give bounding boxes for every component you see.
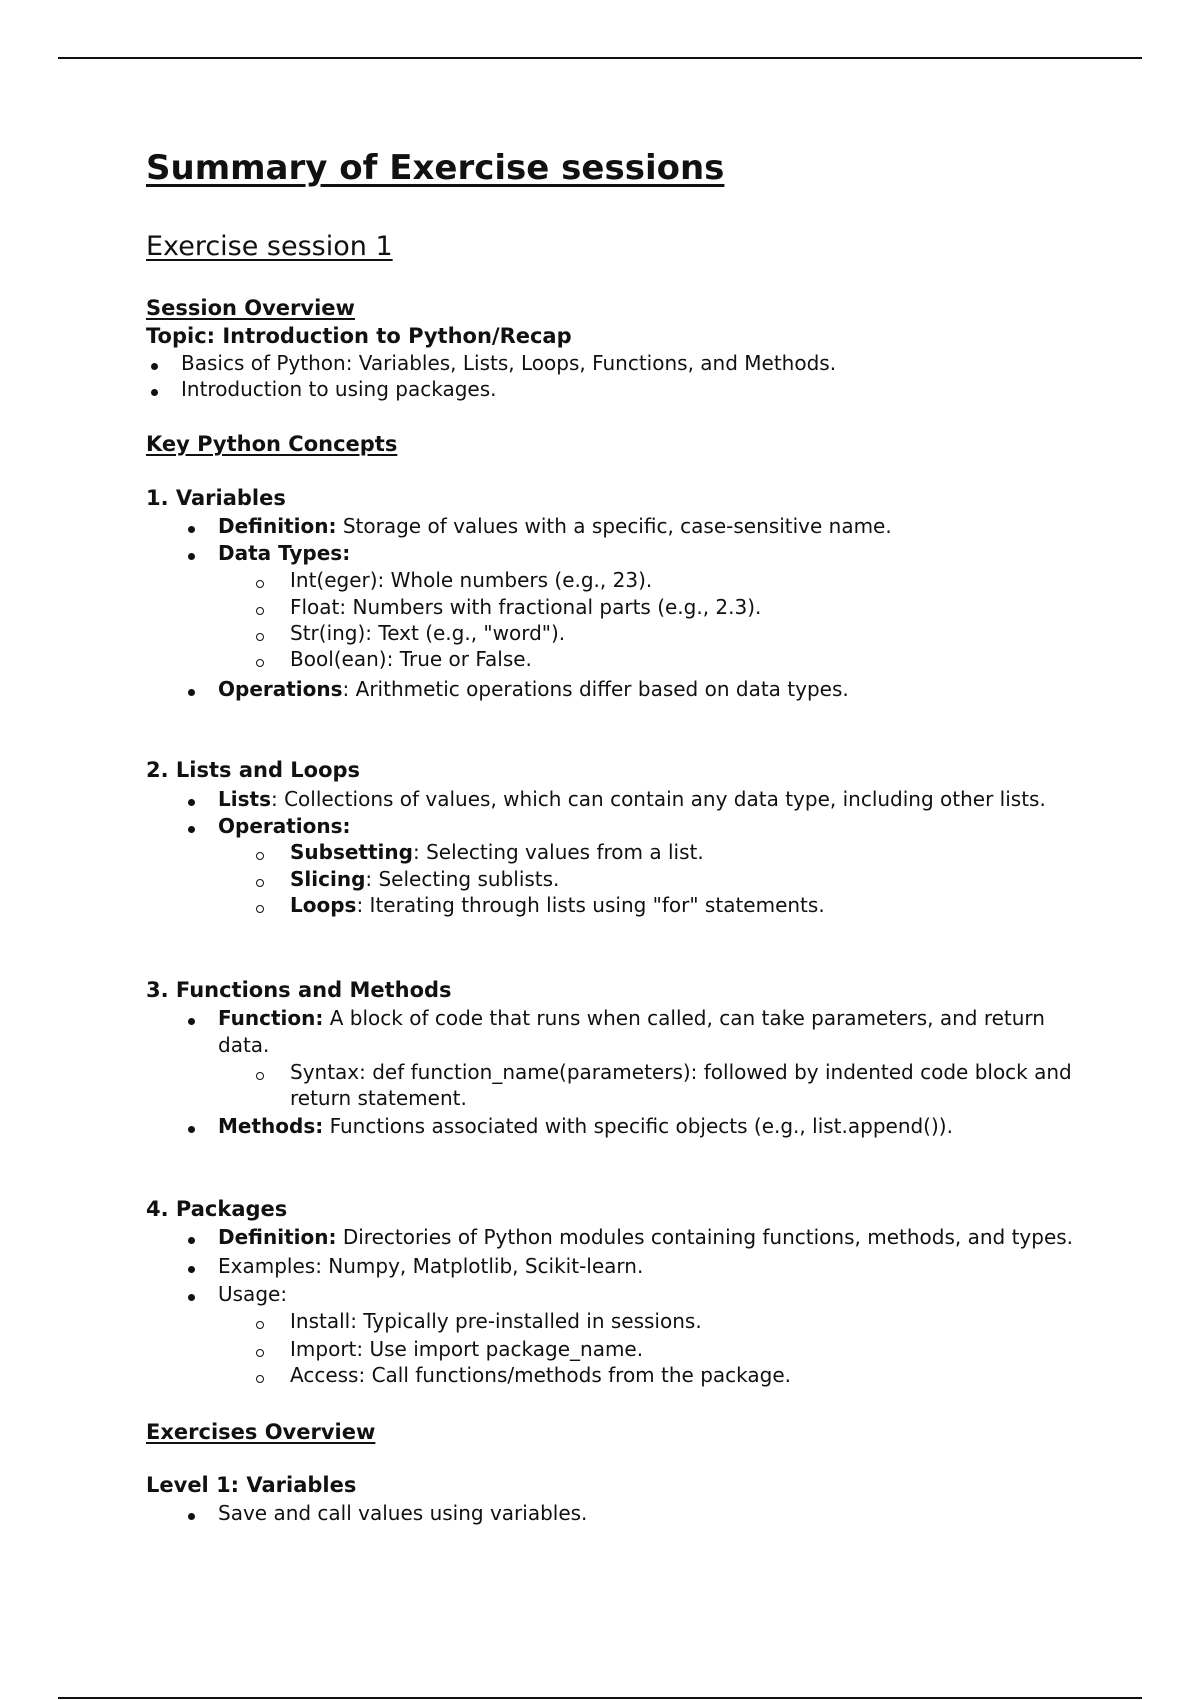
sub-bullet-icon xyxy=(256,633,264,641)
session-heading: Exercise session 1 xyxy=(146,231,393,262)
syntax-item-cont: return statement. xyxy=(290,1086,467,1110)
session-overview-heading: Session Overview xyxy=(146,296,355,320)
usage-item: Access: Call functions/methods from the package. xyxy=(290,1363,791,1387)
level1-bullet: Save and call values using variables. xyxy=(218,1501,588,1525)
methods-definition: Methods: Functions associated with specific objects (e.g., list.append()). xyxy=(218,1114,953,1138)
usage-item: Install: Typically pre-installed in sessions. xyxy=(290,1309,702,1333)
bullet-icon xyxy=(188,1266,195,1273)
bullet-icon xyxy=(188,1294,195,1301)
bullet-icon xyxy=(188,526,195,533)
bullet-icon xyxy=(188,1237,195,1244)
bullet-icon xyxy=(151,363,158,370)
variables-datatypes-label: Data Types: xyxy=(218,541,351,565)
slicing-item: Slicing: Selecting sublists. xyxy=(290,867,560,891)
loops-item: Loops: Iterating through lists using "for" statements. xyxy=(290,893,825,917)
bullet-icon xyxy=(188,1513,195,1520)
sub-bullet-icon xyxy=(256,1349,264,1357)
section-variables-title: 1. Variables xyxy=(146,486,286,510)
sub-bullet-icon xyxy=(256,905,264,913)
function-definition: Function: A block of code that runs when called, can take parameters, and return xyxy=(218,1006,1045,1030)
sub-bullet-icon xyxy=(256,852,264,860)
bullet-icon xyxy=(188,553,195,560)
packages-definition: Definition: Directories of Python modules containing functions, methods, and types. xyxy=(218,1225,1074,1249)
bullet-icon xyxy=(188,1018,195,1025)
sub-bullet-icon xyxy=(256,879,264,887)
overview-bullet: Introduction to using packages. xyxy=(181,377,497,401)
variables-operations: Operations: Arithmetic operations differ based on data types. xyxy=(218,677,849,701)
syntax-item: Syntax: def function_name(parameters): followed by indented code block and xyxy=(290,1060,1072,1084)
exercises-overview-heading: Exercises Overview xyxy=(146,1420,376,1444)
bullet-icon xyxy=(188,1126,195,1133)
bullet-icon xyxy=(188,689,195,696)
datatype-item: Bool(ean): True or False. xyxy=(290,647,532,671)
sub-bullet-icon xyxy=(256,1375,264,1383)
key-concepts-heading: Key Python Concepts xyxy=(146,432,398,456)
packages-examples: Examples: Numpy, Matplotlib, Scikit-learn. xyxy=(218,1254,644,1278)
lists-definition: Lists: Collections of values, which can contain any data type, including other lists. xyxy=(218,787,1046,811)
datatype-item: Str(ing): Text (e.g., "word"). xyxy=(290,621,566,645)
subsetting-item: Subsetting: Selecting values from a list. xyxy=(290,840,704,864)
bullet-icon xyxy=(188,799,195,806)
packages-usage: Usage: xyxy=(218,1282,288,1306)
variables-definition: Definition: Storage of values with a specific, case-sensitive name. xyxy=(218,514,892,538)
topic-line: Topic: Introduction to Python/Recap xyxy=(146,324,572,348)
datatype-item: Float: Numbers with fractional parts (e.g., 2.3). xyxy=(290,595,762,619)
top-rule xyxy=(58,57,1142,59)
lists-operations-label: Operations: xyxy=(218,814,351,838)
datatype-item: Int(eger): Whole numbers (e.g., 23). xyxy=(290,568,653,592)
bullet-icon xyxy=(151,389,158,396)
section-lists-title: 2. Lists and Loops xyxy=(146,758,361,782)
sub-bullet-icon xyxy=(256,1321,264,1329)
overview-bullet: Basics of Python: Variables, Lists, Loops, Functions, and Methods. xyxy=(181,351,837,375)
bullet-icon xyxy=(188,826,195,833)
function-definition-cont: data. xyxy=(218,1033,270,1057)
section-packages-title: 4. Packages xyxy=(146,1197,288,1221)
bottom-rule xyxy=(58,1697,1142,1699)
sub-bullet-icon xyxy=(256,659,264,667)
usage-item: Import: Use import package_name. xyxy=(290,1337,644,1361)
sub-bullet-icon xyxy=(256,607,264,615)
sub-bullet-icon xyxy=(256,1072,264,1080)
level1-title: Level 1: Variables xyxy=(146,1473,357,1497)
document-title: Summary of Exercise sessions xyxy=(146,148,725,188)
section-functions-title: 3. Functions and Methods xyxy=(146,978,452,1002)
sub-bullet-icon xyxy=(256,580,264,588)
